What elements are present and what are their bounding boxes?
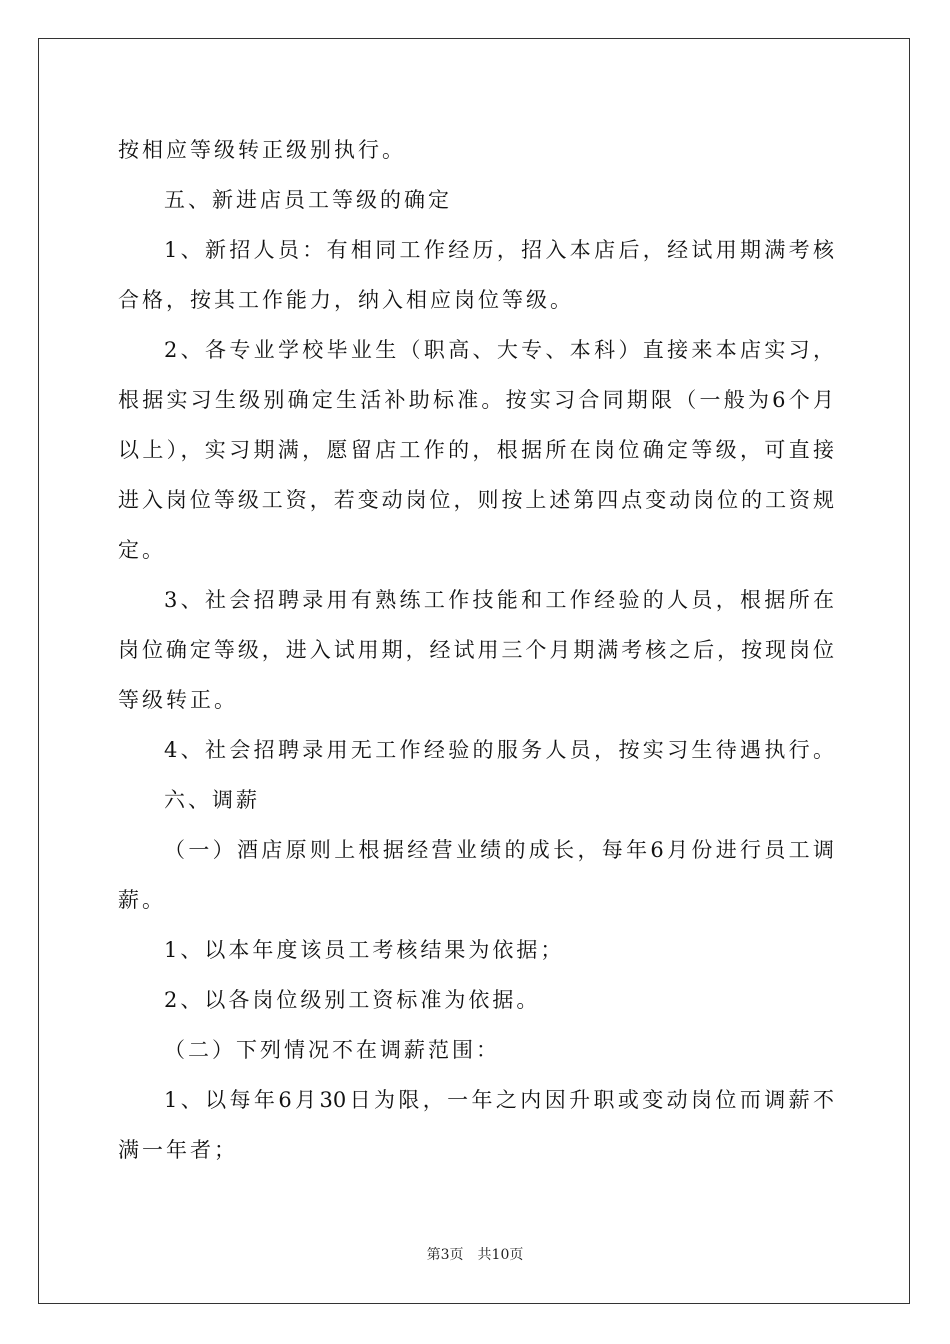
text-line: 进入岗位等级工资，若变动岗位，则按上述第四点变动岗位的工资规 [118,488,834,512]
text-line: 2、以各岗位级别工资标准为依据。 [164,988,541,1012]
text-line: 按相应等级转正级别执行。 [118,138,406,162]
text-line: 根据实习生级别确定生活补助标准。按实习合同期限（一般为6个月 [118,388,834,412]
text-line: （二）下列情况不在调薪范围： [164,1038,500,1062]
text-line: 1、新招人员：有相同工作经历，招入本店后，经试用期满考核 [164,238,834,262]
text-line: 等级转正。 [118,688,238,712]
page-number: 第3页 [426,1247,464,1263]
text-line: 定。 [118,538,166,562]
text-line: 岗位确定等级，进入试用期，经试用三个月期满考核之后，按现岗位 [118,638,834,662]
text-line: 满一年者； [118,1138,238,1162]
text-line: 4、社会招聘录用无工作经验的服务人员，按实习生待遇执行。 [164,738,834,762]
page-footer [0,1245,950,1265]
section-heading: 六、调薪 [164,788,260,812]
text-line: 1、以本年度该员工考核结果为依据； [164,938,565,962]
text-line: 合格，按其工作能力，纳入相应岗位等级。 [118,288,574,312]
text-line: 3、社会招聘录用有熟练工作技能和工作经验的人员，根据所在 [164,588,834,612]
page-total: 共10页 [477,1247,524,1263]
section-heading: 五、新进店员工等级的确定 [164,188,452,212]
text-line: 以上），实习期满，愿留店工作的，根据所在岗位确定等级，可直接 [118,438,834,462]
text-line: （一）酒店原则上根据经营业绩的成长，每年6月份进行员工调 [164,838,834,862]
text-line: 2、各专业学校毕业生（职高、大专、本科）直接来本店实习， [164,338,834,362]
text-line: 1、以每年6月30日为限，一年之内因升职或变动岗位而调薪不 [164,1088,834,1112]
text-line: 薪。 [118,888,166,912]
